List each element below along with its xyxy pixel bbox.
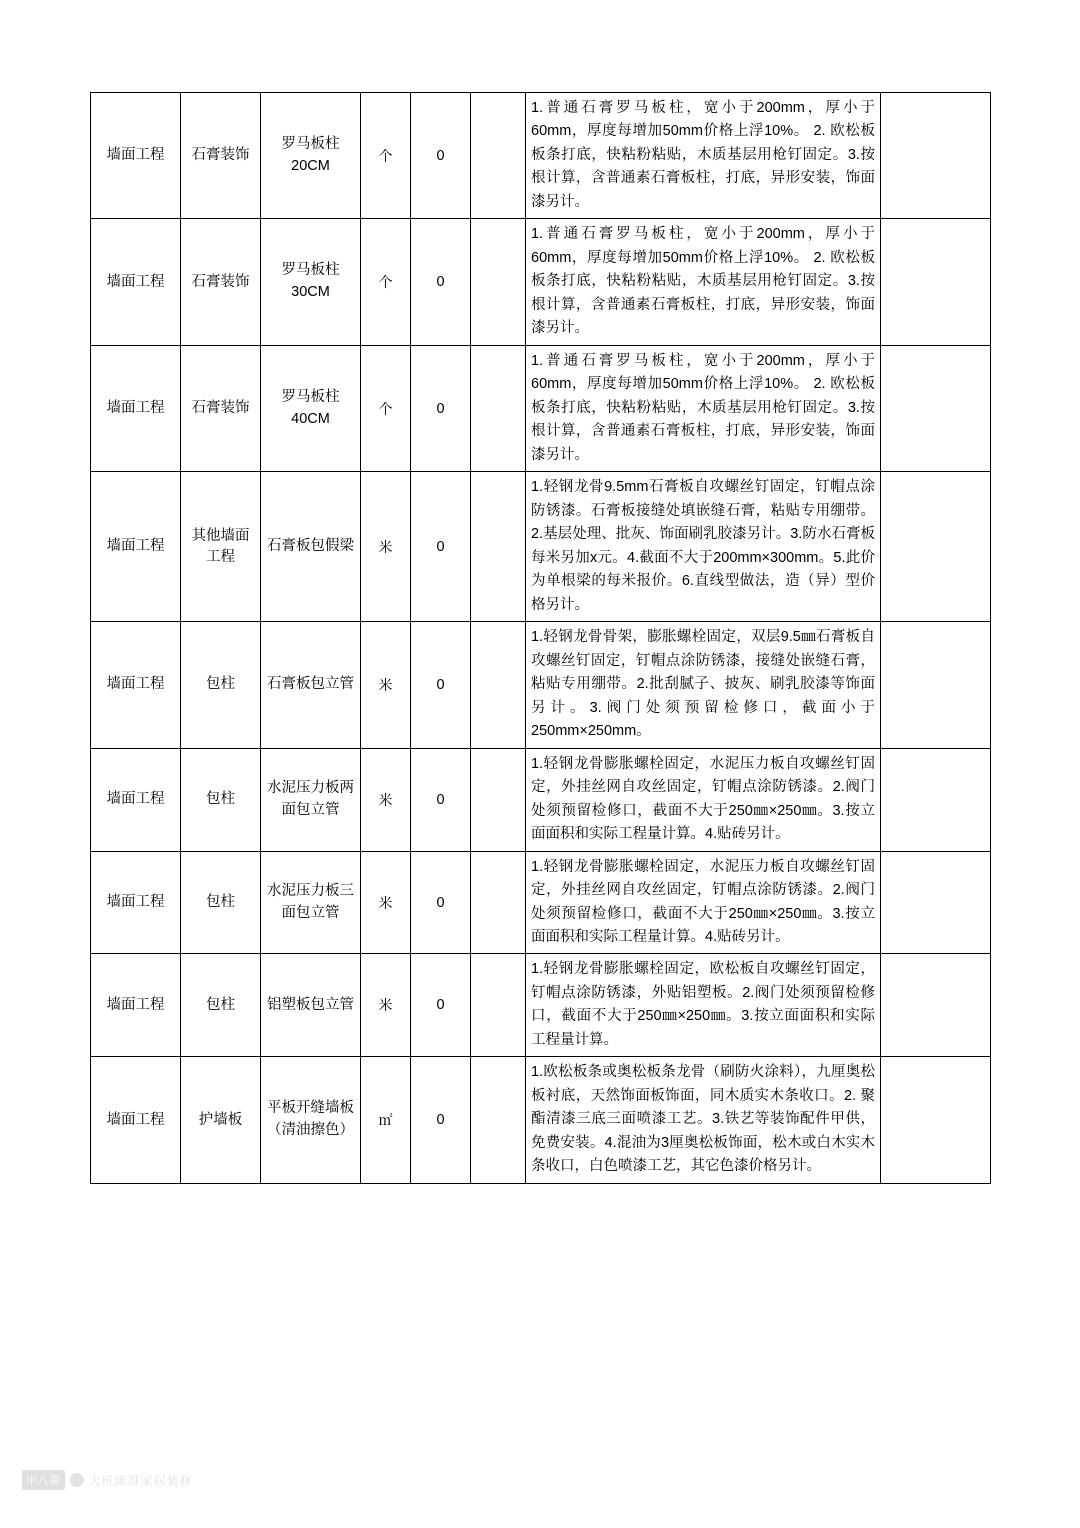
table-row [91, 851, 991, 954]
cell-price [471, 748, 526, 851]
cell-subcategory: 包柱 [181, 954, 261, 1057]
cell-price [471, 345, 526, 471]
cell-quantity: 0 [411, 748, 471, 851]
table-row [91, 345, 991, 471]
cell-description: 1.轻钢龙骨骨架，膨胀螺栓固定，双层9.5㎜石膏板自攻螺丝钉固定，钉帽点涂防锈漆，接缝处嵌缝石膏，粘贴专用绷带。2.批刮腻子、披灰、刷乳胶漆等饰面另计。3.阀门处须预留检修口，截面小于250mm×250mm。 [526, 622, 881, 748]
cell-price [471, 93, 526, 219]
cell-item-name: 罗马板柱40CM [261, 345, 361, 471]
cell-price [471, 851, 526, 954]
table-body [91, 93, 991, 1184]
table-row [91, 93, 991, 219]
cell-unit: 米 [361, 851, 411, 954]
cell-item-name: 水泥压力板两面包立管 [261, 748, 361, 851]
cell-unit: 米 [361, 472, 411, 622]
table-row [91, 472, 991, 622]
cell-quantity: 0 [411, 219, 471, 345]
cell-description: 1.欧松板条或奥松板条龙骨（刷防火涂料），九厘奥松板衬底，天然饰面板饰面，同木质实木条收口。2. 聚酯清漆三底三面喷漆工艺。3.铁艺等装饰配件甲供，免费安装。4.混油为3厘奥松板饰面，松木或白木实木条收口，白色喷漆工艺，其它色漆价格另计。 [526, 1057, 881, 1183]
cell-description: 1.轻钢龙骨膨胀螺栓固定，水泥压力板自攻螺丝钉固定，外挂丝网自攻丝固定，钉帽点涂防锈漆。2.阀门处须预留检修口，截面不大于250㎜×250㎜。3.按立面面积和实际工程量计算。4.贴砖另计。 [526, 851, 881, 954]
cell-remark [881, 345, 991, 471]
cell-category: 墙面工程 [91, 345, 181, 471]
cell-description: 1.轻钢龙骨膨胀螺栓固定，欧松板自攻螺丝钉固定，钉帽点涂防锈漆，外贴铝塑板。2.阀门处须预留检修口，截面不大于250㎜×250㎜。3.按立面面积和实际工程量计算。 [526, 954, 881, 1057]
cell-description: 1.普通石膏罗马板柱，宽小于200mm，厚小于60mm，厚度每增加50mm价格上浮10%。 2. 欧松板板条打底，快粘粉粘贴，木质基层用枪钉固定。3.按根计算，含普通素石膏板柱，打底，异形安装，饰面漆另计。 [526, 345, 881, 471]
cell-item-name: 水泥压力板三面包立管 [261, 851, 361, 954]
cell-category: 墙面工程 [91, 954, 181, 1057]
cell-item-name: 石膏板包立管 [261, 622, 361, 748]
cell-remark [881, 472, 991, 622]
cell-quantity: 0 [411, 472, 471, 622]
cell-item-name: 铝塑板包立管 [261, 954, 361, 1057]
cell-subcategory: 包柱 [181, 748, 261, 851]
cell-subcategory: 包柱 [181, 622, 261, 748]
cell-remark [881, 219, 991, 345]
cell-remark [881, 851, 991, 954]
table-row [91, 622, 991, 748]
cell-unit: ㎡ [361, 1057, 411, 1183]
cell-description: 1.轻钢龙骨膨胀螺栓固定，水泥压力板自攻螺丝钉固定，外挂丝网自攻丝固定，钉帽点涂防锈漆。2.阀门处须预留检修口，截面不大于250㎜×250㎜。3.按立面面积和实际工程量计算。4.贴砖另计。 [526, 748, 881, 851]
cell-subcategory: 其他墙面工程 [181, 472, 261, 622]
cell-quantity: 0 [411, 1057, 471, 1183]
cell-price [471, 472, 526, 622]
cell-remark [881, 748, 991, 851]
cell-item-name: 石膏板包假梁 [261, 472, 361, 622]
cell-remark [881, 93, 991, 219]
cell-category: 墙面工程 [91, 219, 181, 345]
table-row [91, 1057, 991, 1183]
cell-quantity: 0 [411, 954, 471, 1057]
table-row [91, 954, 991, 1057]
cell-subcategory: 护墙板 [181, 1057, 261, 1183]
cell-description: 1.普通石膏罗马板柱，宽小于200mm，厚小于60mm，厚度每增加50mm价格上浮10%。 2. 欧松板板条打底，快粘粉粘贴，木质基层用枪钉固定。3.按根计算，含普通素石膏板柱，打底，异形安装，饰面漆另计。 [526, 93, 881, 219]
cell-unit: 米 [361, 748, 411, 851]
cell-unit: 米 [361, 622, 411, 748]
cell-price [471, 954, 526, 1057]
cell-unit: 个 [361, 345, 411, 471]
cell-quantity: 0 [411, 622, 471, 748]
cell-subcategory: 石膏装饰 [181, 93, 261, 219]
cell-category: 墙面工程 [91, 93, 181, 219]
watermark-text: 大班康哥家居装修 [88, 1473, 193, 1488]
cell-quantity: 0 [411, 93, 471, 219]
cell-unit: 个 [361, 219, 411, 345]
cell-remark [881, 954, 991, 1057]
cell-description: 1.轻钢龙骨9.5mm石膏板自攻螺丝钉固定，钉帽点涂防锈漆。石膏板接缝处填嵌缝石膏，粘贴专用绷带。2.基层处理、批灰、饰面刷乳胶漆另计。3.防水石膏板每米另加x元。4.截面不大于200mm×300mm。5.此价为单根梁的每米报价。6.直线型做法，造（异）型价格另计。 [526, 472, 881, 622]
cell-unit: 个 [361, 93, 411, 219]
watermark-badge: 申八哥 [22, 1470, 65, 1490]
cell-category: 墙面工程 [91, 1057, 181, 1183]
watermark-logo-icon [70, 1473, 84, 1487]
cell-item-name: 罗马板柱20CM [261, 93, 361, 219]
cell-quantity: 0 [411, 851, 471, 954]
cell-price [471, 219, 526, 345]
watermark [22, 1470, 193, 1490]
cell-subcategory: 包柱 [181, 851, 261, 954]
cell-price [471, 622, 526, 748]
cell-category: 墙面工程 [91, 472, 181, 622]
cell-category: 墙面工程 [91, 851, 181, 954]
cell-price [471, 1057, 526, 1183]
cell-remark [881, 622, 991, 748]
quotation-table [90, 92, 991, 1184]
cell-remark [881, 1057, 991, 1183]
cell-unit: 米 [361, 954, 411, 1057]
cell-subcategory: 石膏装饰 [181, 219, 261, 345]
cell-item-name: 罗马板柱30CM [261, 219, 361, 345]
table-row [91, 219, 991, 345]
cell-item-name: 平板开缝墙板（清油擦色） [261, 1057, 361, 1183]
cell-subcategory: 石膏装饰 [181, 345, 261, 471]
table-row [91, 748, 991, 851]
cell-category: 墙面工程 [91, 622, 181, 748]
cell-quantity: 0 [411, 345, 471, 471]
cell-description: 1.普通石膏罗马板柱，宽小于200mm，厚小于60mm，厚度每增加50mm价格上浮10%。 2. 欧松板板条打底，快粘粉粘贴，木质基层用枪钉固定。3.按根计算，含普通素石膏板柱，打底，异形安装，饰面漆另计。 [526, 219, 881, 345]
cell-category: 墙面工程 [91, 748, 181, 851]
